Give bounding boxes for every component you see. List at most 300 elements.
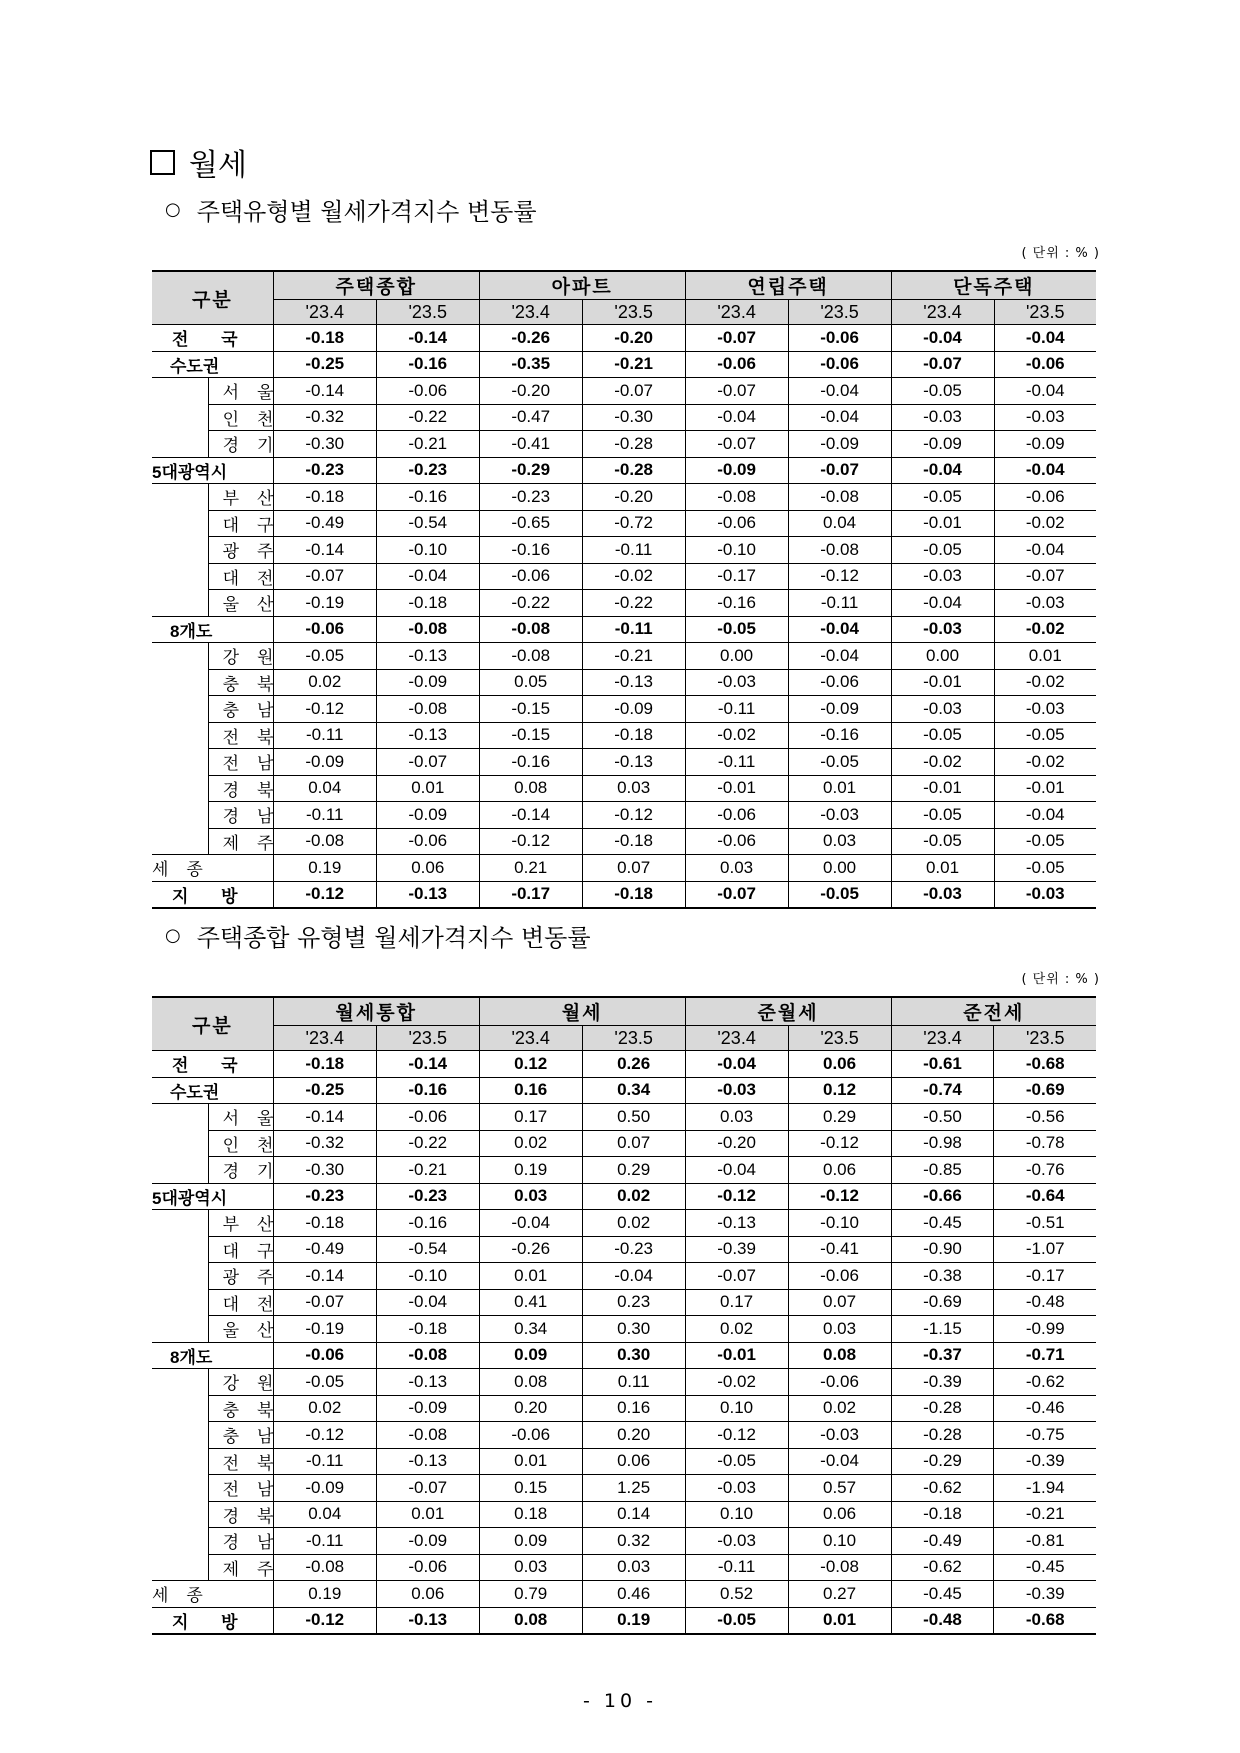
value-cell: 0.04	[273, 1501, 376, 1528]
indent-cell	[152, 431, 208, 458]
value-cell: -0.39	[994, 1448, 1096, 1475]
table1	[152, 270, 1096, 909]
indent-cell	[152, 537, 208, 564]
value-cell: -0.03	[685, 1077, 788, 1104]
table2-unit: ( 단위 : % )	[1021, 972, 1100, 987]
value-cell: -0.85	[891, 1157, 994, 1184]
row-label: 부산	[208, 1210, 273, 1237]
section-title	[150, 142, 247, 182]
value-cell: -0.22	[582, 590, 685, 617]
table-row	[152, 1077, 1096, 1104]
indent-cell	[152, 1554, 208, 1581]
value-cell: -0.11	[273, 802, 376, 829]
value-cell: 0.01	[994, 643, 1096, 670]
value-cell: -0.30	[582, 404, 685, 431]
indent-cell	[152, 1501, 208, 1528]
value-cell: -0.13	[582, 669, 685, 696]
table-row	[152, 378, 1096, 405]
header-period: '23.4	[685, 300, 788, 325]
table-row	[152, 1316, 1096, 1343]
row-label-text: 전 국	[172, 1056, 252, 1076]
value-cell: -0.07	[891, 351, 994, 378]
value-cell: 0.19	[273, 1581, 376, 1608]
header-period: '23.4	[891, 1026, 994, 1051]
row-label	[152, 1183, 273, 1210]
header-group: 월세통합	[273, 997, 479, 1026]
value-cell: -0.54	[376, 510, 479, 537]
value-cell: -0.09	[273, 1475, 376, 1502]
value-cell: -1.07	[994, 1236, 1096, 1263]
value-cell: -0.62	[891, 1475, 994, 1502]
value-cell: 0.07	[582, 1130, 685, 1157]
table-row	[152, 1554, 1096, 1581]
circle-bullet-icon: ○	[165, 199, 181, 220]
value-cell: -0.06	[788, 351, 891, 378]
row-label: 울산	[208, 590, 273, 617]
row-label: 서울	[208, 1104, 273, 1131]
value-cell: -0.30	[273, 1157, 376, 1184]
value-cell: 0.41	[479, 1289, 582, 1316]
value-cell: -0.02	[994, 669, 1096, 696]
value-cell: 0.01	[479, 1448, 582, 1475]
value-cell: -0.18	[582, 722, 685, 749]
value-cell: -0.07	[273, 563, 376, 590]
value-cell: 0.06	[788, 1051, 891, 1078]
table-row	[152, 590, 1096, 617]
table-row	[152, 1448, 1096, 1475]
value-cell: 0.14	[582, 1501, 685, 1528]
value-cell: -0.04	[994, 802, 1096, 829]
value-cell: -0.13	[376, 1607, 479, 1634]
value-cell: 0.04	[788, 510, 891, 537]
value-cell: -0.07	[685, 325, 788, 352]
table2	[152, 996, 1096, 1635]
value-cell: -0.18	[582, 828, 685, 855]
value-cell: -0.32	[273, 404, 376, 431]
row-label: 광주	[208, 537, 273, 564]
row-label-text: 5대광역시	[152, 462, 228, 482]
value-cell: 0.79	[479, 1581, 582, 1608]
value-cell: -0.50	[891, 1104, 994, 1131]
value-cell: -0.14	[273, 537, 376, 564]
table1-subtitle-text: 주택유형별 월세가격지수 변동률	[196, 198, 537, 226]
value-cell: -0.16	[788, 722, 891, 749]
value-cell: 0.21	[479, 855, 582, 882]
indent-cell	[152, 1448, 208, 1475]
value-cell: -0.08	[479, 616, 582, 643]
row-label: 충북	[208, 1395, 273, 1422]
value-cell: -0.68	[994, 1607, 1096, 1634]
value-cell: -0.12	[273, 881, 376, 908]
value-cell: -0.32	[273, 1130, 376, 1157]
table-row	[152, 1130, 1096, 1157]
header-gubun: 구분	[152, 997, 273, 1051]
indent-cell	[152, 828, 208, 855]
value-cell: -0.05	[273, 1369, 376, 1396]
value-cell: -0.45	[891, 1210, 994, 1237]
section-title-text: 월세	[189, 148, 247, 183]
value-cell: 0.06	[376, 855, 479, 882]
row-label	[152, 616, 273, 643]
value-cell: -0.66	[891, 1183, 994, 1210]
table2-subtitle-text: 주택종합 유형별 월세가격지수 변동률	[196, 924, 591, 952]
value-cell: -0.06	[788, 669, 891, 696]
table-row	[152, 643, 1096, 670]
value-cell: -0.64	[994, 1183, 1096, 1210]
value-cell: -0.07	[273, 1289, 376, 1316]
value-cell: -0.26	[479, 325, 582, 352]
row-label: 충남	[208, 1422, 273, 1449]
table-row	[152, 1263, 1096, 1290]
value-cell: -0.23	[273, 1183, 376, 1210]
value-cell: -0.41	[788, 1236, 891, 1263]
value-cell: -0.45	[994, 1554, 1096, 1581]
header-period: '23.5	[788, 1026, 891, 1051]
value-cell: 0.09	[479, 1342, 582, 1369]
value-cell: -0.03	[685, 1475, 788, 1502]
value-cell: 0.18	[479, 1501, 582, 1528]
value-cell: -0.06	[479, 563, 582, 590]
value-cell: 0.08	[479, 1369, 582, 1396]
value-cell: -0.23	[273, 457, 376, 484]
value-cell: -0.14	[376, 325, 479, 352]
value-cell: 0.10	[788, 1528, 891, 1555]
indent-cell	[152, 1422, 208, 1449]
value-cell: -0.04	[891, 590, 994, 617]
value-cell: -0.06	[994, 484, 1096, 511]
header-period: '23.5	[376, 300, 479, 325]
value-cell: -0.08	[788, 484, 891, 511]
value-cell: -0.04	[582, 1263, 685, 1290]
table-row	[152, 510, 1096, 537]
value-cell: -0.08	[788, 1554, 891, 1581]
value-cell: -0.05	[994, 722, 1096, 749]
value-cell: -0.37	[891, 1342, 994, 1369]
value-cell: -0.05	[891, 537, 994, 564]
value-cell: -0.69	[994, 1077, 1096, 1104]
value-cell: -0.11	[582, 537, 685, 564]
value-cell: -0.05	[685, 1448, 788, 1475]
value-cell: -0.04	[685, 1051, 788, 1078]
value-cell: -0.04	[685, 404, 788, 431]
value-cell: -0.02	[994, 616, 1096, 643]
value-cell: 0.46	[582, 1581, 685, 1608]
indent-cell	[152, 1289, 208, 1316]
value-cell: -0.10	[788, 1210, 891, 1237]
table-row	[152, 351, 1096, 378]
value-cell: -0.26	[479, 1236, 582, 1263]
value-cell: -0.11	[685, 749, 788, 776]
value-cell: -0.13	[376, 722, 479, 749]
value-cell: -0.29	[479, 457, 582, 484]
value-cell: 0.01	[891, 855, 994, 882]
value-cell: -0.45	[891, 1581, 994, 1608]
value-cell: -0.02	[891, 749, 994, 776]
value-cell: -0.03	[685, 669, 788, 696]
value-cell: -0.13	[582, 749, 685, 776]
header-period: '23.5	[376, 1026, 479, 1051]
table-row	[152, 484, 1096, 511]
table-row	[152, 563, 1096, 590]
row-label: 경기	[208, 431, 273, 458]
value-cell: -0.09	[891, 431, 994, 458]
indent-cell	[152, 749, 208, 776]
value-cell: -0.10	[376, 1263, 479, 1290]
value-cell: -0.01	[994, 775, 1096, 802]
value-cell: -0.05	[788, 881, 891, 908]
value-cell: 1.25	[582, 1475, 685, 1502]
value-cell: -0.04	[994, 537, 1096, 564]
value-cell: -0.12	[788, 1130, 891, 1157]
table-row	[152, 828, 1096, 855]
value-cell: -0.09	[788, 431, 891, 458]
indent-cell	[152, 1130, 208, 1157]
value-cell: -0.05	[891, 802, 994, 829]
value-cell: -0.06	[685, 351, 788, 378]
value-cell: -0.38	[891, 1263, 994, 1290]
row-label: 세종	[152, 1581, 208, 1608]
value-cell: -0.16	[376, 484, 479, 511]
row-label: 충남	[208, 696, 273, 723]
row-label: 서울	[208, 378, 273, 405]
value-cell: -0.12	[685, 1422, 788, 1449]
value-cell: -0.18	[376, 1316, 479, 1343]
value-cell: 0.10	[685, 1395, 788, 1422]
header-period: '23.4	[891, 300, 994, 325]
row-label: 경북	[208, 775, 273, 802]
value-cell: -0.08	[376, 696, 479, 723]
value-cell: -0.04	[376, 563, 479, 590]
table-row	[152, 1528, 1096, 1555]
value-cell: -0.08	[273, 1554, 376, 1581]
indent-cell	[152, 1157, 208, 1184]
value-cell: -0.06	[788, 1263, 891, 1290]
value-cell: -0.14	[273, 378, 376, 405]
value-cell: 0.15	[479, 1475, 582, 1502]
value-cell: 0.08	[479, 775, 582, 802]
value-cell: 0.03	[582, 1554, 685, 1581]
table-row	[152, 1342, 1096, 1369]
row-label-text: 8개도	[170, 1347, 213, 1367]
value-cell: -0.07	[685, 1263, 788, 1290]
table-row	[152, 1501, 1096, 1528]
value-cell: -0.39	[685, 1236, 788, 1263]
value-cell: -0.25	[273, 351, 376, 378]
value-cell: -0.22	[376, 1130, 479, 1157]
value-cell: 0.08	[788, 1342, 891, 1369]
row-label: 전남	[208, 749, 273, 776]
value-cell: 0.20	[582, 1422, 685, 1449]
value-cell: -0.14	[376, 1051, 479, 1078]
value-cell: -0.78	[994, 1130, 1096, 1157]
value-cell: -0.09	[994, 431, 1096, 458]
row-label	[152, 881, 273, 908]
header-period: '23.5	[582, 300, 685, 325]
header-period: '23.5	[582, 1026, 685, 1051]
table-row	[152, 1422, 1096, 1449]
value-cell: 0.26	[582, 1051, 685, 1078]
value-cell: -0.06	[685, 828, 788, 855]
value-cell: -0.13	[685, 1210, 788, 1237]
value-cell: -0.04	[788, 404, 891, 431]
value-cell: -0.07	[685, 881, 788, 908]
value-cell: -0.48	[891, 1607, 994, 1634]
value-cell: 0.09	[479, 1528, 582, 1555]
value-cell: -0.14	[273, 1263, 376, 1290]
table-row	[152, 1369, 1096, 1396]
value-cell: -0.16	[376, 1077, 479, 1104]
value-cell: -0.11	[273, 722, 376, 749]
value-cell: -0.05	[788, 749, 891, 776]
value-cell: -0.06	[685, 802, 788, 829]
row-label: 충북	[208, 669, 273, 696]
value-cell: -0.16	[479, 749, 582, 776]
value-cell: -0.05	[891, 722, 994, 749]
value-cell: 0.34	[582, 1077, 685, 1104]
indent-cell	[152, 1369, 208, 1396]
value-cell: 0.17	[479, 1104, 582, 1131]
value-cell: -0.49	[273, 1236, 376, 1263]
value-cell: -0.05	[891, 828, 994, 855]
indent-cell	[152, 1528, 208, 1555]
circle-bullet-icon: ○	[165, 925, 181, 946]
table-row	[152, 1607, 1096, 1634]
value-cell: -0.06	[788, 1369, 891, 1396]
value-cell: -0.28	[891, 1395, 994, 1422]
value-cell: -0.08	[376, 616, 479, 643]
value-cell: 0.50	[582, 1104, 685, 1131]
value-cell: -0.01	[891, 669, 994, 696]
value-cell: -0.16	[376, 1210, 479, 1237]
value-cell: -0.65	[479, 510, 582, 537]
value-cell: 0.00	[891, 643, 994, 670]
value-cell: -0.04	[891, 457, 994, 484]
value-cell: -0.08	[376, 1422, 479, 1449]
value-cell: -0.68	[994, 1051, 1096, 1078]
value-cell: -0.11	[273, 1448, 376, 1475]
value-cell: -0.04	[788, 616, 891, 643]
value-cell: 0.03	[685, 1104, 788, 1131]
value-cell: -0.09	[376, 1528, 479, 1555]
value-cell: -0.02	[685, 722, 788, 749]
value-cell: -0.09	[582, 696, 685, 723]
value-cell: 0.30	[582, 1316, 685, 1343]
value-cell: 0.06	[376, 1581, 479, 1608]
value-cell: 0.02	[273, 669, 376, 696]
value-cell: -0.04	[788, 378, 891, 405]
indent-cell	[152, 1316, 208, 1343]
value-cell: -0.03	[788, 1422, 891, 1449]
row-label: 대구	[208, 510, 273, 537]
value-cell: -0.14	[479, 802, 582, 829]
value-cell: -0.09	[376, 802, 479, 829]
value-cell: -0.03	[891, 696, 994, 723]
value-cell: -0.06	[994, 351, 1096, 378]
value-cell: 0.01	[376, 775, 479, 802]
indent-cell	[152, 1104, 208, 1131]
value-cell: -0.47	[479, 404, 582, 431]
value-cell: -1.94	[994, 1475, 1096, 1502]
value-cell: -0.03	[994, 404, 1096, 431]
value-cell: -0.76	[994, 1157, 1096, 1184]
value-cell: -0.41	[479, 431, 582, 458]
row-label: 경기	[208, 1157, 273, 1184]
table-row	[152, 749, 1096, 776]
row-label	[152, 457, 273, 484]
row-label: 강원	[208, 1369, 273, 1396]
row-label: 인천	[208, 404, 273, 431]
header-group: 아파트	[479, 271, 685, 300]
value-cell: -0.54	[376, 1236, 479, 1263]
table1-unit: ( 단위 : % )	[1021, 246, 1100, 261]
value-cell: -0.12	[582, 802, 685, 829]
table-row	[152, 1210, 1096, 1237]
value-cell: 0.19	[582, 1607, 685, 1634]
value-cell: -0.18	[582, 881, 685, 908]
indent-cell	[152, 1395, 208, 1422]
table2-subtitle	[165, 918, 591, 953]
value-cell: -0.03	[685, 1528, 788, 1555]
table-row	[152, 1183, 1096, 1210]
value-cell: -0.08	[273, 828, 376, 855]
table-row	[152, 404, 1096, 431]
value-cell: -0.28	[582, 457, 685, 484]
header-period: '23.4	[479, 1026, 582, 1051]
value-cell: -0.20	[582, 484, 685, 511]
value-cell: -0.07	[994, 563, 1096, 590]
row-label: 강원	[208, 643, 273, 670]
value-cell: -0.39	[891, 1369, 994, 1396]
value-cell: -0.51	[994, 1210, 1096, 1237]
value-cell: -0.06	[273, 1342, 376, 1369]
value-cell: 0.00	[788, 855, 891, 882]
value-cell: -0.23	[376, 1183, 479, 1210]
table-row	[152, 881, 1096, 908]
row-label: 전북	[208, 722, 273, 749]
value-cell: -0.08	[479, 643, 582, 670]
header-period: '23.4	[685, 1026, 788, 1051]
value-cell: -0.06	[479, 1422, 582, 1449]
row-label: 제주	[208, 1554, 273, 1581]
value-cell: 0.30	[582, 1342, 685, 1369]
value-cell: -0.69	[891, 1289, 994, 1316]
value-cell: -0.17	[685, 563, 788, 590]
table-row	[152, 1236, 1096, 1263]
value-cell: 0.29	[788, 1104, 891, 1131]
value-cell: 0.08	[479, 1607, 582, 1634]
value-cell: -0.61	[891, 1051, 994, 1078]
value-cell: 0.03	[685, 855, 788, 882]
value-cell: -0.75	[994, 1422, 1096, 1449]
value-cell: -0.04	[479, 1210, 582, 1237]
indent-cell	[152, 775, 208, 802]
value-cell: -0.13	[376, 881, 479, 908]
indent-cell	[152, 1475, 208, 1502]
value-cell: -0.04	[788, 643, 891, 670]
value-cell: 0.02	[582, 1183, 685, 1210]
value-cell: -0.12	[479, 828, 582, 855]
value-cell: -0.16	[376, 351, 479, 378]
indent-cell	[152, 696, 208, 723]
value-cell: -0.08	[685, 484, 788, 511]
row-label	[152, 1607, 273, 1634]
value-cell: -0.21	[582, 643, 685, 670]
value-cell: 0.12	[788, 1077, 891, 1104]
table-row	[152, 1104, 1096, 1131]
value-cell: -0.18	[891, 1501, 994, 1528]
value-cell: -0.21	[376, 1157, 479, 1184]
row-label	[152, 1051, 273, 1078]
